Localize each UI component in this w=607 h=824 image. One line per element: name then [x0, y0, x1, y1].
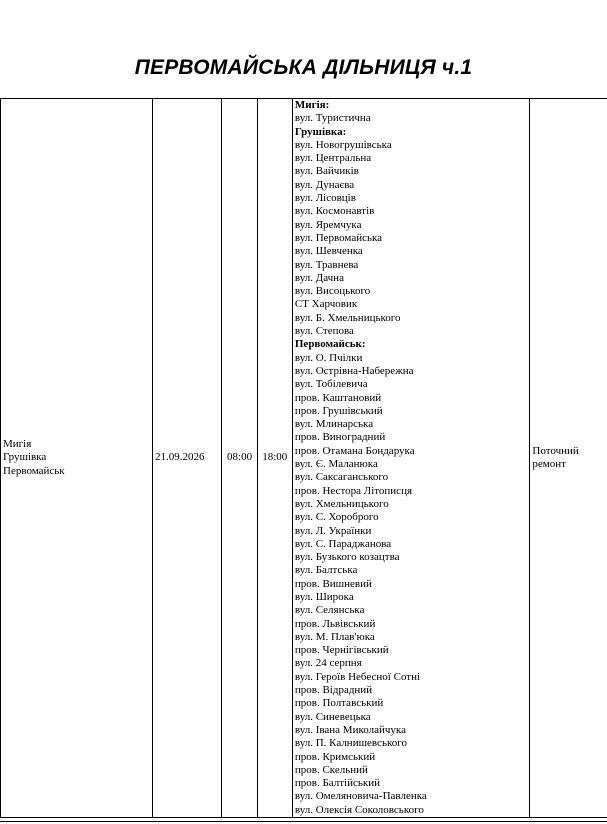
- village-name: Грушівка: [3, 451, 47, 464]
- reason-cell: [530, 99, 607, 818]
- street-item: вул. Героїв Небесної Сотні: [294, 670, 421, 683]
- street-item: вул. Новогрушівська: [294, 138, 392, 151]
- street-item: вул. Первомайська: [294, 231, 383, 244]
- street-item: вул. Дунаєва: [294, 178, 355, 191]
- street-item: вул. Л. Українки: [294, 524, 372, 537]
- reason-text: Поточний: [532, 444, 579, 457]
- street-item: вул. Дачна: [294, 271, 344, 284]
- street-item: вул. Широка: [294, 590, 354, 603]
- street-item: вул. Острівна-Набережна: [294, 364, 414, 377]
- street-item: СТ Харчовик: [294, 298, 358, 311]
- locality-heading: Мигія:: [294, 99, 330, 111]
- street-item: вул. Висоцького: [294, 285, 371, 298]
- street-item: пров. Чернігівський: [294, 644, 389, 657]
- locality-heading: Грушівка:: [294, 125, 347, 138]
- date-cell: 21.09.2026: [152, 99, 221, 818]
- street-item: вул. Олексія Соколовського: [294, 803, 424, 816]
- street-item: вул. О. Пчілки: [294, 351, 363, 364]
- street-item: вул. Туристична: [294, 112, 371, 125]
- street-item: вул. Є. Маланюка: [294, 458, 378, 471]
- street-item: пров. Отамана Бондарука: [294, 444, 415, 457]
- street-item: вул. Лісовців: [294, 192, 356, 205]
- street-item: вул. Степова: [294, 325, 354, 338]
- street-item: вул. Б. Хмельницького: [294, 311, 401, 324]
- village-name: Мигія: [3, 438, 32, 451]
- time-from-cell: 08:00: [222, 99, 257, 818]
- street-item: пров. Відрадний: [294, 684, 373, 697]
- street-item: вул. Хмельницького: [294, 497, 389, 510]
- street-item: пров. Грушівський: [294, 404, 383, 417]
- table-row: [1, 99, 607, 818]
- street-item: пров. Скельний: [294, 763, 368, 776]
- streets-cell: [292, 99, 530, 818]
- street-item: вул. Центральна: [294, 152, 372, 165]
- street-item: пров. Каштановий: [294, 391, 382, 404]
- outage-schedule-table: [0, 98, 607, 818]
- street-item: пров. Львівський: [294, 617, 376, 630]
- street-item: пров. Виноградний: [294, 431, 386, 444]
- street-item: вул. Селянська: [294, 604, 365, 617]
- street-item: пров. Нестора Літописця: [294, 484, 413, 497]
- street-item: вул. Млинарська: [294, 418, 374, 431]
- street-item: вул. 24 серпня: [294, 657, 362, 670]
- street-item: вул. Яремчука: [294, 218, 362, 231]
- street-item: пров. Кримський: [294, 750, 376, 763]
- street-item: вул. Балтська: [294, 564, 358, 577]
- street-item: пров. Балтійський: [294, 777, 381, 790]
- village-name: Первомайськ: [3, 464, 65, 477]
- next-row-border: [0, 821, 607, 822]
- street-item: вул. Травнева: [294, 258, 359, 271]
- locality-heading: Первомайськ:: [294, 338, 366, 351]
- reason-text: ремонт: [532, 458, 566, 471]
- street-item: пров. Полтавський: [294, 697, 384, 710]
- street-item: вул. Синевецька: [294, 710, 371, 723]
- time-to-cell: 18:00: [257, 99, 292, 818]
- street-item: пров. Вишневий: [294, 577, 372, 590]
- street-item: вул. С. Параджанова: [294, 537, 392, 550]
- street-item: вул. М. Плав'юка: [294, 630, 375, 643]
- street-item: вул. С. Хороброго: [294, 511, 379, 524]
- street-item: вул. Омеляновича-Павленка: [294, 790, 427, 803]
- street-item: вул. П. Калнишевського: [294, 737, 407, 750]
- street-item: вул. Тобілевича: [294, 378, 368, 391]
- street-item: вул. Бузького козацтва: [294, 551, 400, 564]
- street-item: вул. Шевченка: [294, 245, 363, 258]
- villages-cell: [1, 99, 153, 818]
- street-item: вул. Івана Миколайчука: [294, 723, 406, 736]
- page-title: ПЕРВОМАЙСЬКА ДІЛЬНИЦЯ ч.1: [134, 56, 473, 79]
- street-item: вул. Вайчиків: [294, 165, 359, 178]
- street-item: вул. Космонавтів: [294, 205, 375, 218]
- street-item: вул. Саксаганського: [294, 471, 389, 484]
